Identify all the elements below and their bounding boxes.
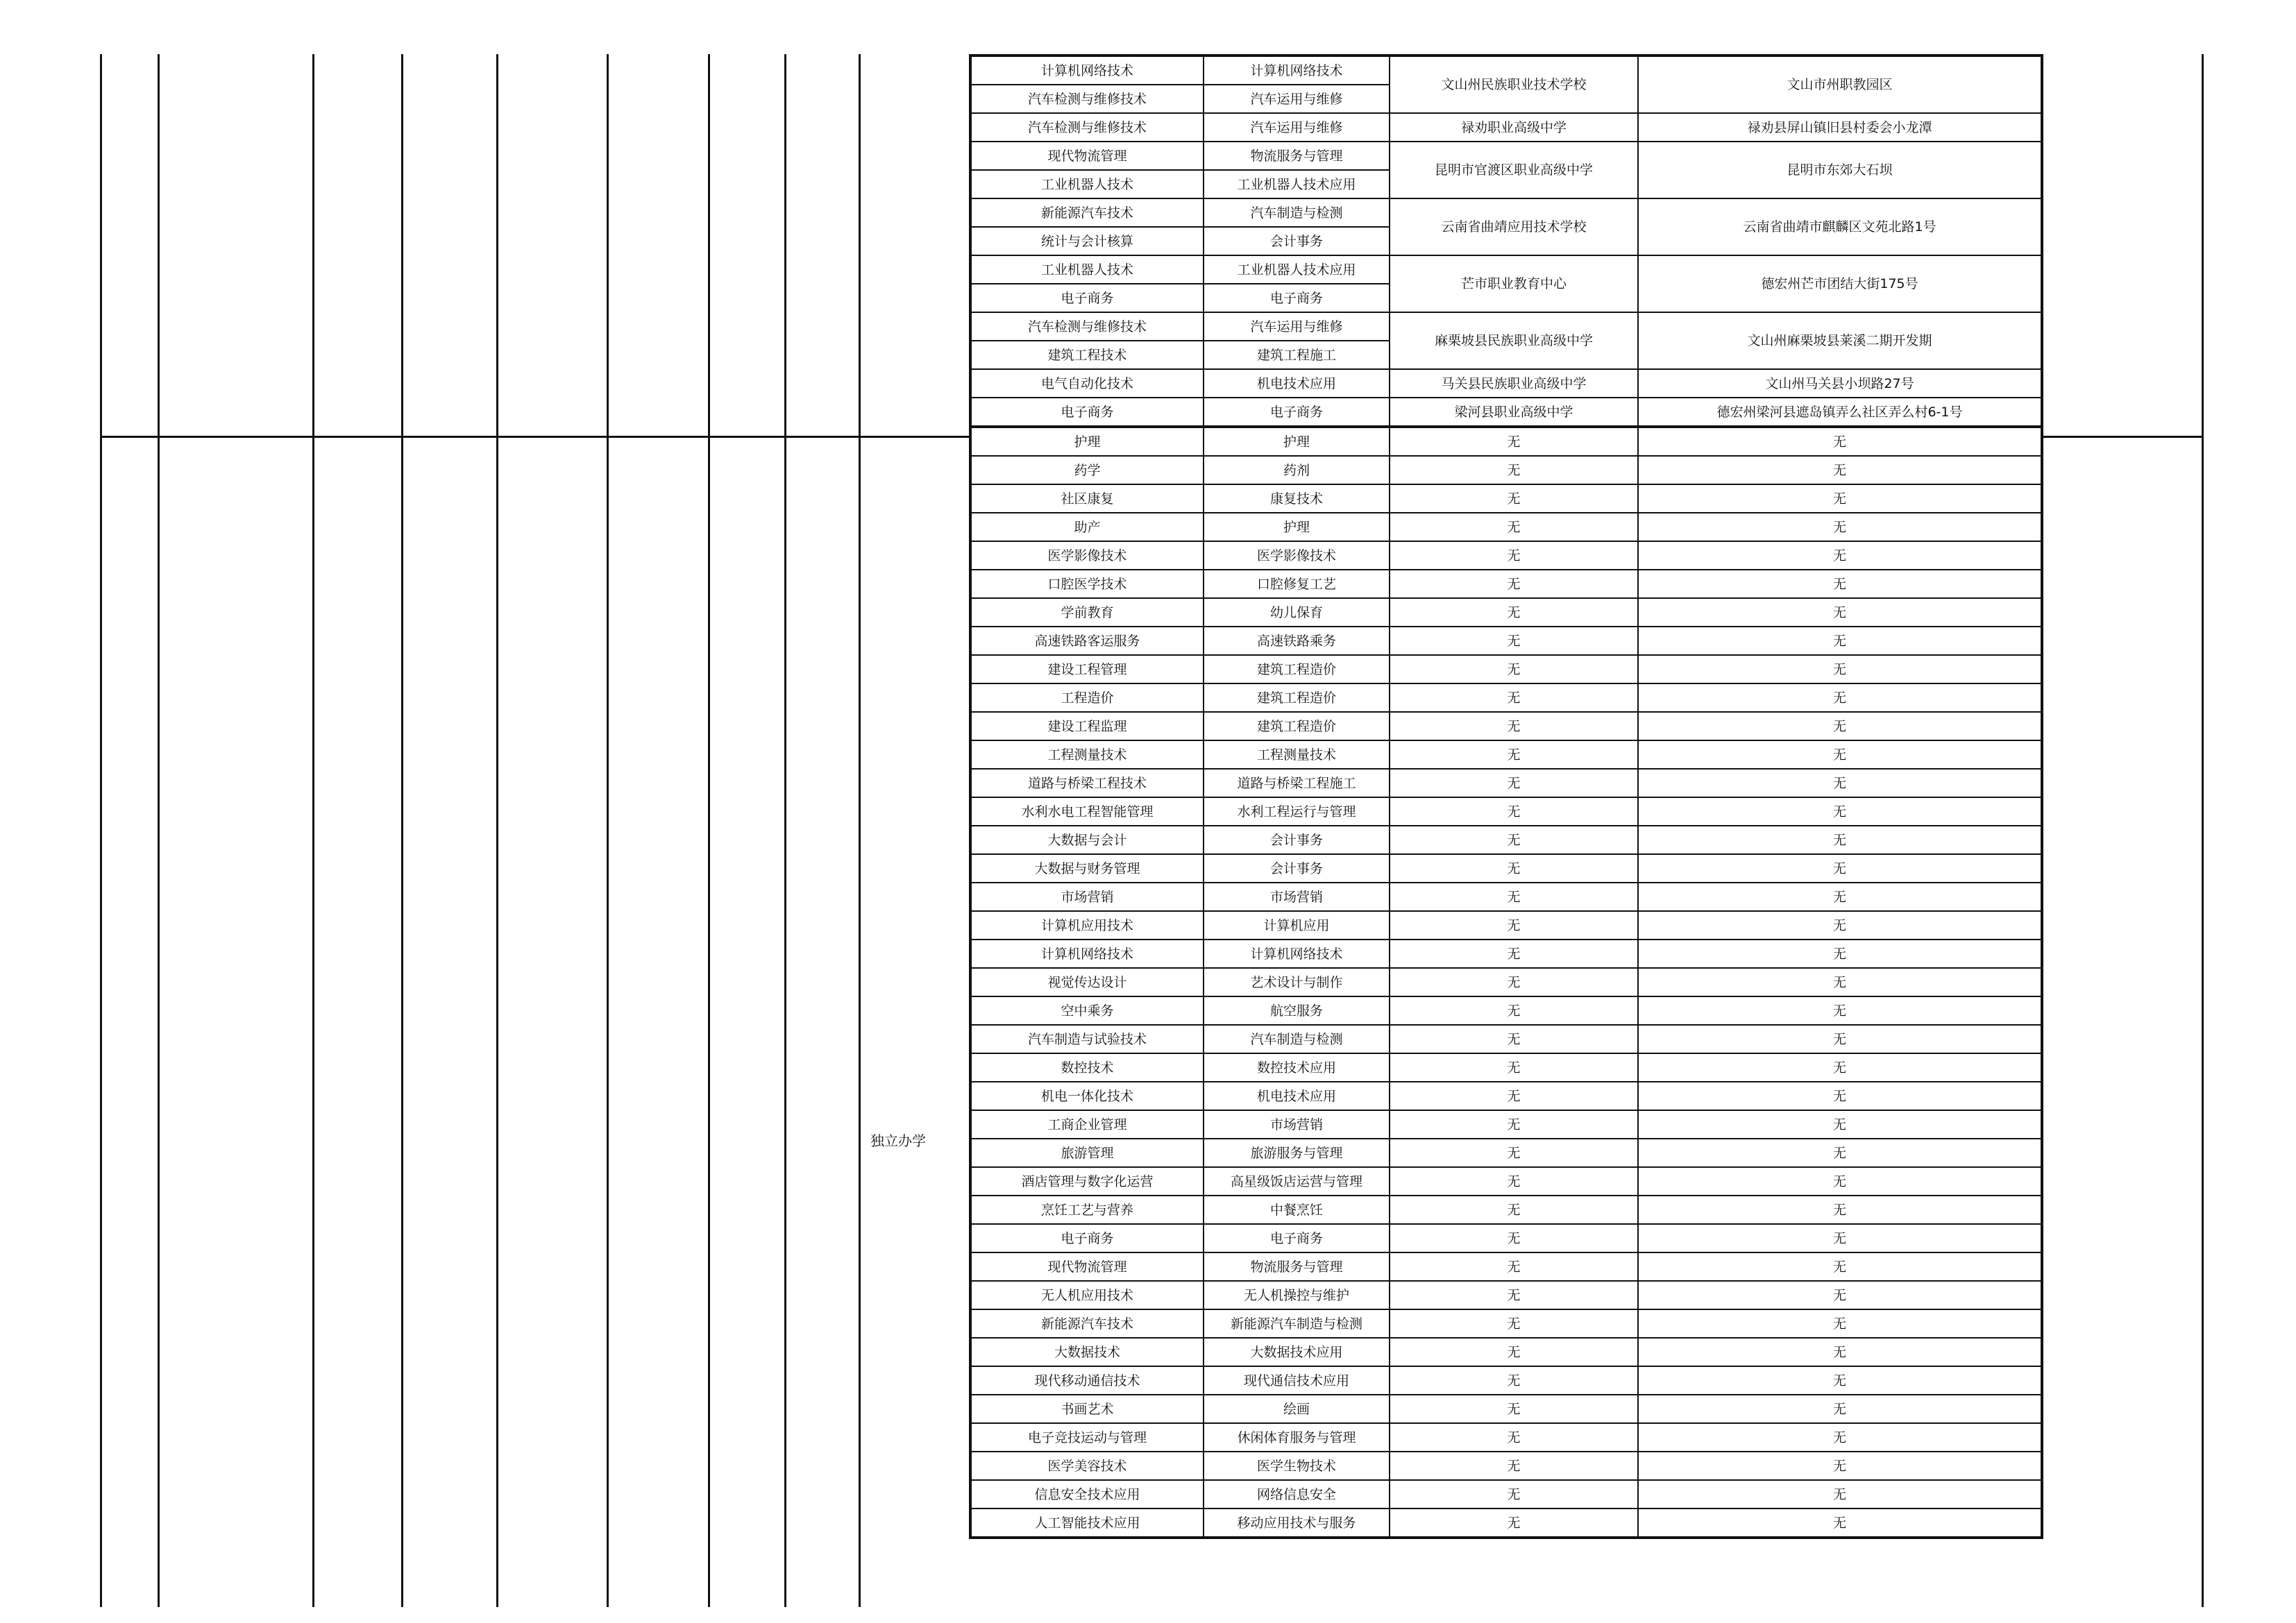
secondary-major-cell: 工业机器人技术应用	[1204, 170, 1390, 198]
table-row	[970, 712, 2042, 740]
school-cell: 无	[1390, 940, 1638, 968]
address-cell: 无	[1638, 683, 2042, 712]
school-cell: 无	[1390, 484, 1638, 513]
address-cell: 无	[1638, 427, 2042, 456]
table-row	[970, 826, 2042, 854]
secondary-major-cell: 会计事务	[1204, 826, 1390, 854]
school-cell: 无	[1390, 797, 1638, 826]
table-row	[970, 513, 2042, 541]
table-row	[970, 369, 2042, 398]
table-row	[970, 541, 2042, 570]
table-row	[970, 1452, 2042, 1480]
higher-major-cell: 旅游管理	[970, 1139, 1204, 1167]
cooperation-mode-label: 独立办学	[870, 1132, 926, 1149]
school-cell: 无	[1390, 1309, 1638, 1338]
address-cell: 无	[1638, 854, 2042, 883]
higher-major-cell: 工程测量技术	[970, 740, 1204, 769]
secondary-major-cell: 电子商务	[1204, 398, 1390, 427]
address-cell: 无	[1638, 940, 2042, 968]
address-cell: 无	[1638, 1309, 2042, 1338]
table-row	[970, 255, 2042, 284]
address-cell: 文山市州职教园区	[1638, 56, 2042, 113]
higher-major-cell: 助产	[970, 513, 1204, 541]
higher-major-cell: 大数据与财务管理	[970, 854, 1204, 883]
address-cell: 无	[1638, 883, 2042, 911]
address-cell: 云南省曲靖市麒麟区文苑北路1号	[1638, 198, 2042, 255]
table-row	[970, 1025, 2042, 1053]
school-cell: 无	[1390, 1338, 1638, 1366]
school-cell: 马关县民族职业高级中学	[1390, 369, 1638, 398]
address-cell: 无	[1638, 1196, 2042, 1224]
majors-table	[969, 54, 2043, 1539]
higher-major-cell: 汽车检测与维修技术	[970, 113, 1204, 142]
higher-major-cell: 医学影像技术	[970, 541, 1204, 570]
school-cell: 无	[1390, 1509, 1638, 1538]
secondary-major-cell: 汽车制造与检测	[1204, 198, 1390, 227]
school-cell: 无	[1390, 1366, 1638, 1395]
higher-major-cell: 现代移动通信技术	[970, 1366, 1204, 1395]
school-cell: 禄劝职业高级中学	[1390, 113, 1638, 142]
address-cell: 无	[1638, 1480, 2042, 1509]
table-row	[970, 1139, 2042, 1167]
secondary-major-cell: 汽车运用与维修	[1204, 113, 1390, 142]
higher-major-cell: 信息安全技术应用	[970, 1480, 1204, 1509]
secondary-major-cell: 高星级饭店运营与管理	[1204, 1167, 1390, 1196]
outer-column-rule	[158, 54, 160, 1607]
secondary-major-cell: 口腔修复工艺	[1204, 570, 1390, 598]
table-row	[970, 113, 2042, 142]
school-cell: 无	[1390, 1025, 1638, 1053]
address-cell: 无	[1638, 627, 2042, 655]
school-cell: 无	[1390, 598, 1638, 627]
higher-major-cell: 汽车检测与维修技术	[970, 312, 1204, 341]
school-cell: 芒市职业教育中心	[1390, 255, 1638, 312]
higher-major-cell: 视觉传达设计	[970, 968, 1204, 996]
school-cell: 无	[1390, 911, 1638, 940]
school-cell: 无	[1390, 1423, 1638, 1452]
outer-column-rule	[859, 54, 861, 1607]
address-cell: 无	[1638, 1167, 2042, 1196]
table-row	[970, 683, 2042, 712]
secondary-major-cell: 现代通信技术应用	[1204, 1366, 1390, 1395]
table-row	[970, 883, 2042, 911]
secondary-major-cell: 护理	[1204, 513, 1390, 541]
group-separator-rule	[2041, 436, 2204, 438]
table-row	[970, 996, 2042, 1025]
school-cell: 梁河县职业高级中学	[1390, 398, 1638, 427]
secondary-major-cell: 汽车制造与检测	[1204, 1025, 1390, 1053]
school-cell: 无	[1390, 1224, 1638, 1252]
address-cell: 德宏州芒市团结大街175号	[1638, 255, 2042, 312]
higher-major-cell: 计算机网络技术	[970, 940, 1204, 968]
table-row	[970, 1395, 2042, 1423]
secondary-major-cell: 会计事务	[1204, 854, 1390, 883]
school-cell: 无	[1390, 1053, 1638, 1082]
table-row	[970, 655, 2042, 683]
school-cell: 无	[1390, 655, 1638, 683]
address-cell: 无	[1638, 1110, 2042, 1139]
secondary-major-cell: 电子商务	[1204, 1224, 1390, 1252]
address-cell: 无	[1638, 1082, 2042, 1110]
higher-major-cell: 书画艺术	[970, 1395, 1204, 1423]
school-cell: 无	[1390, 627, 1638, 655]
table-row	[970, 198, 2042, 227]
higher-major-cell: 机电一体化技术	[970, 1082, 1204, 1110]
secondary-major-cell: 建筑工程造价	[1204, 712, 1390, 740]
table-row	[970, 769, 2042, 797]
table-row	[970, 854, 2042, 883]
table-row	[970, 456, 2042, 484]
address-cell: 无	[1638, 570, 2042, 598]
table-row	[970, 312, 2042, 341]
secondary-major-cell: 计算机网络技术	[1204, 56, 1390, 85]
address-cell: 无	[1638, 797, 2042, 826]
higher-major-cell: 统计与会计核算	[970, 227, 1204, 255]
secondary-major-cell: 道路与桥梁工程施工	[1204, 769, 1390, 797]
secondary-major-cell: 水利工程运行与管理	[1204, 797, 1390, 826]
higher-major-cell: 新能源汽车技术	[970, 1309, 1204, 1338]
table-row	[970, 1480, 2042, 1509]
school-cell: 无	[1390, 712, 1638, 740]
secondary-major-cell: 市场营销	[1204, 883, 1390, 911]
higher-major-cell: 酒店管理与数字化运营	[970, 1167, 1204, 1196]
address-cell: 无	[1638, 513, 2042, 541]
school-cell: 无	[1390, 1196, 1638, 1224]
school-cell: 无	[1390, 854, 1638, 883]
higher-major-cell: 电子竞技运动与管理	[970, 1423, 1204, 1452]
table-row	[970, 627, 2042, 655]
higher-major-cell: 道路与桥梁工程技术	[970, 769, 1204, 797]
address-cell: 无	[1638, 968, 2042, 996]
table-row	[970, 1196, 2042, 1224]
secondary-major-cell: 休闲体育服务与管理	[1204, 1423, 1390, 1452]
address-cell: 无	[1638, 740, 2042, 769]
school-cell: 无	[1390, 1167, 1638, 1196]
address-cell: 无	[1638, 484, 2042, 513]
higher-major-cell: 无人机应用技术	[970, 1281, 1204, 1309]
higher-major-cell: 烹饪工艺与营养	[970, 1196, 1204, 1224]
higher-major-cell: 电子商务	[970, 398, 1204, 427]
higher-major-cell: 学前教育	[970, 598, 1204, 627]
table-row	[970, 797, 2042, 826]
address-cell: 无	[1638, 598, 2042, 627]
higher-major-cell: 汽车制造与试验技术	[970, 1025, 1204, 1053]
secondary-major-cell: 幼儿保育	[1204, 598, 1390, 627]
secondary-major-cell: 高速铁路乘务	[1204, 627, 1390, 655]
address-cell: 德宏州梁河县遮岛镇弄么社区弄么村6-1号	[1638, 398, 2042, 427]
secondary-major-cell: 计算机应用	[1204, 911, 1390, 940]
school-cell: 无	[1390, 456, 1638, 484]
school-cell: 无	[1390, 1480, 1638, 1509]
table-row	[970, 1423, 2042, 1452]
outer-column-rule	[312, 54, 314, 1607]
secondary-major-cell: 电子商务	[1204, 284, 1390, 312]
address-cell: 无	[1638, 541, 2042, 570]
table-row	[970, 1167, 2042, 1196]
higher-major-cell: 药学	[970, 456, 1204, 484]
higher-major-cell: 现代物流管理	[970, 142, 1204, 170]
higher-major-cell: 电子商务	[970, 284, 1204, 312]
table-row	[970, 1082, 2042, 1110]
address-cell: 无	[1638, 1252, 2042, 1281]
higher-major-cell: 建筑工程技术	[970, 341, 1204, 369]
table-row	[970, 1309, 2042, 1338]
secondary-major-cell: 网络信息安全	[1204, 1480, 1390, 1509]
table-row	[970, 1509, 2042, 1538]
school-cell: 无	[1390, 826, 1638, 854]
address-cell: 无	[1638, 712, 2042, 740]
address-cell: 无	[1638, 1452, 2042, 1480]
table-row	[970, 740, 2042, 769]
school-cell: 无	[1390, 968, 1638, 996]
school-cell: 云南省曲靖应用技术学校	[1390, 198, 1638, 255]
outer-column-rule	[2202, 54, 2204, 1607]
outer-column-rule	[708, 54, 710, 1607]
school-cell: 无	[1390, 1395, 1638, 1423]
table-row	[970, 56, 2042, 85]
address-cell: 禄劝县屏山镇旧县村委会小龙潭	[1638, 113, 2042, 142]
address-cell: 文山州麻栗坡县莱溪二期开发期	[1638, 312, 2042, 369]
higher-major-cell: 高速铁路客运服务	[970, 627, 1204, 655]
outer-column-rule	[607, 54, 609, 1607]
secondary-major-cell: 机电技术应用	[1204, 1082, 1390, 1110]
higher-major-cell: 空中乘务	[970, 996, 1204, 1025]
table-row	[970, 1224, 2042, 1252]
secondary-major-cell: 会计事务	[1204, 227, 1390, 255]
address-cell: 无	[1638, 1281, 2042, 1309]
outer-column-rule	[784, 54, 786, 1607]
secondary-major-cell: 无人机操控与维护	[1204, 1281, 1390, 1309]
table-row	[970, 940, 2042, 968]
secondary-major-cell: 机电技术应用	[1204, 369, 1390, 398]
table-row	[970, 484, 2042, 513]
address-cell: 无	[1638, 456, 2042, 484]
secondary-major-cell: 旅游服务与管理	[1204, 1139, 1390, 1167]
table-row	[970, 1366, 2042, 1395]
group-separator-rule	[100, 436, 970, 438]
secondary-major-cell: 建筑工程造价	[1204, 683, 1390, 712]
school-cell: 无	[1390, 996, 1638, 1025]
higher-major-cell: 大数据技术	[970, 1338, 1204, 1366]
table-row	[970, 570, 2042, 598]
table-row	[970, 911, 2042, 940]
address-cell: 无	[1638, 1509, 2042, 1538]
higher-major-cell: 计算机应用技术	[970, 911, 1204, 940]
higher-major-cell: 人工智能技术应用	[970, 1509, 1204, 1538]
address-cell: 无	[1638, 826, 2042, 854]
table-row	[970, 1338, 2042, 1366]
secondary-major-cell: 绘画	[1204, 1395, 1390, 1423]
higher-major-cell: 数控技术	[970, 1053, 1204, 1082]
school-cell: 无	[1390, 883, 1638, 911]
school-cell: 无	[1390, 740, 1638, 769]
higher-major-cell: 医学美容技术	[970, 1452, 1204, 1480]
address-cell: 无	[1638, 769, 2042, 797]
address-cell: 无	[1638, 1395, 2042, 1423]
table-row	[970, 427, 2042, 456]
table-row	[970, 598, 2042, 627]
higher-major-cell: 工业机器人技术	[970, 255, 1204, 284]
school-cell: 无	[1390, 513, 1638, 541]
higher-major-cell: 护理	[970, 427, 1204, 456]
higher-major-cell: 电子商务	[970, 1224, 1204, 1252]
secondary-major-cell: 汽车运用与维修	[1204, 312, 1390, 341]
school-cell: 无	[1390, 541, 1638, 570]
secondary-major-cell: 移动应用技术与服务	[1204, 1509, 1390, 1538]
address-cell: 无	[1638, 1338, 2042, 1366]
address-cell: 无	[1638, 996, 2042, 1025]
address-cell: 无	[1638, 1224, 2042, 1252]
school-cell: 无	[1390, 1110, 1638, 1139]
secondary-major-cell: 护理	[1204, 427, 1390, 456]
higher-major-cell: 计算机网络技术	[970, 56, 1204, 85]
secondary-major-cell: 物流服务与管理	[1204, 142, 1390, 170]
secondary-major-cell: 中餐烹饪	[1204, 1196, 1390, 1224]
majors-table-body	[970, 56, 2042, 1538]
secondary-major-cell: 航空服务	[1204, 996, 1390, 1025]
school-cell: 无	[1390, 570, 1638, 598]
school-cell: 无	[1390, 1082, 1638, 1110]
school-cell: 昆明市官渡区职业高级中学	[1390, 142, 1638, 198]
school-cell: 无	[1390, 427, 1638, 456]
higher-major-cell: 工商企业管理	[970, 1110, 1204, 1139]
secondary-major-cell: 药剂	[1204, 456, 1390, 484]
address-cell: 无	[1638, 1025, 2042, 1053]
address-cell: 无	[1638, 1423, 2042, 1452]
address-cell: 无	[1638, 655, 2042, 683]
higher-major-cell: 水利水电工程智能管理	[970, 797, 1204, 826]
higher-major-cell: 现代物流管理	[970, 1252, 1204, 1281]
secondary-major-cell: 大数据技术应用	[1204, 1338, 1390, 1366]
higher-major-cell: 电气自动化技术	[970, 369, 1204, 398]
secondary-major-cell: 市场营销	[1204, 1110, 1390, 1139]
school-cell: 文山州民族职业技术学校	[1390, 56, 1638, 113]
higher-major-cell: 工业机器人技术	[970, 170, 1204, 198]
higher-major-cell: 市场营销	[970, 883, 1204, 911]
secondary-major-cell: 艺术设计与制作	[1204, 968, 1390, 996]
address-cell: 无	[1638, 1053, 2042, 1082]
table-row	[970, 398, 2042, 427]
address-cell: 无	[1638, 1366, 2042, 1395]
higher-major-cell: 社区康复	[970, 484, 1204, 513]
higher-major-cell: 口腔医学技术	[970, 570, 1204, 598]
school-cell: 无	[1390, 1281, 1638, 1309]
table-row	[970, 1281, 2042, 1309]
secondary-major-cell: 工业机器人技术应用	[1204, 255, 1390, 284]
secondary-major-cell: 工程测量技术	[1204, 740, 1390, 769]
school-cell: 无	[1390, 1139, 1638, 1167]
school-cell: 无	[1390, 1252, 1638, 1281]
school-cell: 麻栗坡县民族职业高级中学	[1390, 312, 1638, 369]
secondary-major-cell: 新能源汽车制造与检测	[1204, 1309, 1390, 1338]
address-cell: 无	[1638, 911, 2042, 940]
outer-column-rule	[496, 54, 498, 1607]
school-cell: 无	[1390, 1452, 1638, 1480]
higher-major-cell: 工程造价	[970, 683, 1204, 712]
higher-major-cell: 大数据与会计	[970, 826, 1204, 854]
secondary-major-cell: 医学影像技术	[1204, 541, 1390, 570]
higher-major-cell: 汽车检测与维修技术	[970, 85, 1204, 113]
secondary-major-cell: 汽车运用与维修	[1204, 85, 1390, 113]
higher-major-cell: 建设工程管理	[970, 655, 1204, 683]
table-row	[970, 1110, 2042, 1139]
higher-major-cell: 建设工程监理	[970, 712, 1204, 740]
outer-column-rule	[401, 54, 403, 1607]
school-cell: 无	[1390, 769, 1638, 797]
secondary-major-cell: 医学生物技术	[1204, 1452, 1390, 1480]
secondary-major-cell: 物流服务与管理	[1204, 1252, 1390, 1281]
address-cell: 昆明市东郊大石坝	[1638, 142, 2042, 198]
secondary-major-cell: 康复技术	[1204, 484, 1390, 513]
table-row	[970, 142, 2042, 170]
secondary-major-cell: 计算机网络技术	[1204, 940, 1390, 968]
table-row	[970, 1053, 2042, 1082]
table-row	[970, 968, 2042, 996]
higher-major-cell: 新能源汽车技术	[970, 198, 1204, 227]
secondary-major-cell: 建筑工程造价	[1204, 655, 1390, 683]
table-row	[970, 1252, 2042, 1281]
secondary-major-cell: 建筑工程施工	[1204, 341, 1390, 369]
school-cell: 无	[1390, 683, 1638, 712]
secondary-major-cell: 数控技术应用	[1204, 1053, 1390, 1082]
address-cell: 文山州马关县小坝路27号	[1638, 369, 2042, 398]
address-cell: 无	[1638, 1139, 2042, 1167]
outer-column-rule	[100, 54, 102, 1607]
